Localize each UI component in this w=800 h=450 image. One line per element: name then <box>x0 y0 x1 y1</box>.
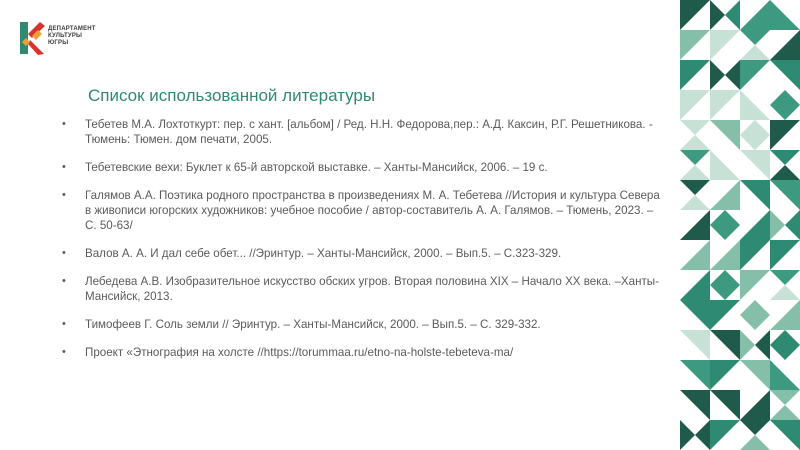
decorative-pattern <box>680 0 800 450</box>
department-logo <box>18 20 108 60</box>
pattern-shape <box>740 390 770 420</box>
pattern-shape <box>770 90 800 120</box>
pattern-shape <box>770 240 800 270</box>
pattern-shape <box>740 435 770 450</box>
pattern-shape <box>770 210 785 240</box>
pattern-shape <box>680 300 710 330</box>
pattern-shape <box>710 150 740 180</box>
pattern-shape <box>710 360 740 390</box>
pattern-shape <box>740 90 770 120</box>
pattern-shape <box>680 195 710 210</box>
pattern-shape <box>770 150 800 165</box>
pattern-shape <box>770 405 800 420</box>
pattern-shape <box>680 180 710 195</box>
pattern-shape <box>710 120 740 150</box>
pattern-shape <box>680 120 710 135</box>
pattern-shape <box>710 60 725 90</box>
logo-text <box>48 26 96 47</box>
pattern-shape <box>710 90 740 120</box>
pattern-shape <box>740 120 770 150</box>
pattern-shape <box>710 0 725 30</box>
pattern-shape <box>710 240 740 270</box>
pattern-shape <box>725 60 740 90</box>
pattern-shape <box>770 360 800 390</box>
pattern-shape <box>770 270 800 285</box>
pattern-shape <box>770 120 800 150</box>
pattern-shape <box>740 180 770 210</box>
pattern-shape <box>710 390 740 420</box>
pattern-shape <box>740 0 770 30</box>
pattern-shape <box>710 210 740 240</box>
pattern-shape <box>740 270 770 300</box>
pattern-shape <box>740 60 770 90</box>
pattern-shape <box>740 330 755 360</box>
pattern-shape <box>710 30 740 60</box>
pattern-shape <box>710 300 740 330</box>
pattern-shape <box>740 360 770 390</box>
pattern-shape <box>710 270 740 300</box>
pattern-shape <box>680 150 710 165</box>
reference-item: • Тебетев М.А. Лохтоткурт: пер. с хант. [альбом] / Ред. Н.Н. Федорова,пер.: А.Д. Каксин, Р.Г. Решетникова. - Тюмень: Тюмен. дом печати, 2005. <box>62 117 662 147</box>
pattern-shape <box>695 420 710 450</box>
pattern-shape <box>770 60 800 90</box>
pattern-shape <box>740 240 770 270</box>
pattern-shape <box>770 420 800 450</box>
pattern-shape <box>770 0 800 30</box>
pattern-shape <box>740 30 770 45</box>
pattern-shape <box>770 165 800 180</box>
pattern-shape <box>770 330 800 360</box>
pattern-shape <box>680 420 695 450</box>
pattern-shape <box>740 150 770 180</box>
pattern-shape <box>680 240 710 270</box>
pattern-shape <box>785 210 800 240</box>
pattern-shape <box>680 360 710 390</box>
pattern-shape <box>680 270 710 300</box>
reference-item: • Галямов А.А. Поэтика родного пространства в произведениях М. А. Тебетева //История и культура Севера в живописи югорских художников: учебное пособие / автор-составитель А. А. Галямов. – Тюмень, 2023. – С. 50-63/ <box>62 188 662 233</box>
pattern-shape <box>755 330 770 360</box>
pattern-shape <box>770 30 800 60</box>
pattern-shape <box>770 180 800 210</box>
pattern-shape <box>770 300 800 330</box>
logo-line: КУЛЬТУРЫ <box>48 33 83 39</box>
page-title: Список использованной литературы <box>88 86 376 105</box>
pattern-shape <box>680 330 710 360</box>
pattern-shape <box>680 210 710 240</box>
dept-culture-logo-icon <box>18 20 46 56</box>
pattern-shape <box>770 285 800 300</box>
reference-item: • Проект «Этнография на холсте //https://torummaa.ru/etno-na-holste-tebeteva-ma/ <box>62 345 662 360</box>
pattern-shape <box>740 420 770 435</box>
pattern-shape <box>710 330 740 360</box>
pattern-shape <box>725 0 740 30</box>
pattern-shape <box>680 60 710 90</box>
pattern-shape <box>740 300 770 330</box>
reference-item: • Тимофеев Г. Соль земли // Эринтур. – Ханты-Мансийск, 2000. – Вып.5. – С. 329-332. <box>62 317 662 332</box>
logo-line: ЮГРЫ <box>48 40 69 46</box>
pattern-shape <box>710 420 740 450</box>
pattern-shape <box>740 210 770 240</box>
reference-item: • Тебетевские вехи: Буклет к 65-й авторской выставке. – Ханты-Мансийск, 2006. – 19 с. <box>62 160 662 175</box>
pattern-shape <box>680 165 710 180</box>
pattern-shape <box>680 90 710 120</box>
references-list <box>62 117 662 373</box>
pattern-shape <box>680 390 710 420</box>
pattern-shape <box>680 0 710 30</box>
pattern-shape <box>740 45 770 60</box>
pattern-shape <box>680 135 710 150</box>
pattern-shape <box>680 30 710 60</box>
reference-item: • Лебедева А.В. Изобразительное искусство обских угров. Вторая половина XIX – Начало XX века. –Ханты-Мансийск, 2013. <box>62 274 662 304</box>
pattern-shape <box>770 390 800 405</box>
pattern-shape <box>710 180 740 210</box>
logo-line: ДЕПАРТАМЕНТ <box>48 26 96 32</box>
reference-item: • Валов А. А. И дал себе обет... //Эринтур. – Ханты-Мансийск, 2000. – Вып.5. – С.323-329. <box>62 246 662 261</box>
